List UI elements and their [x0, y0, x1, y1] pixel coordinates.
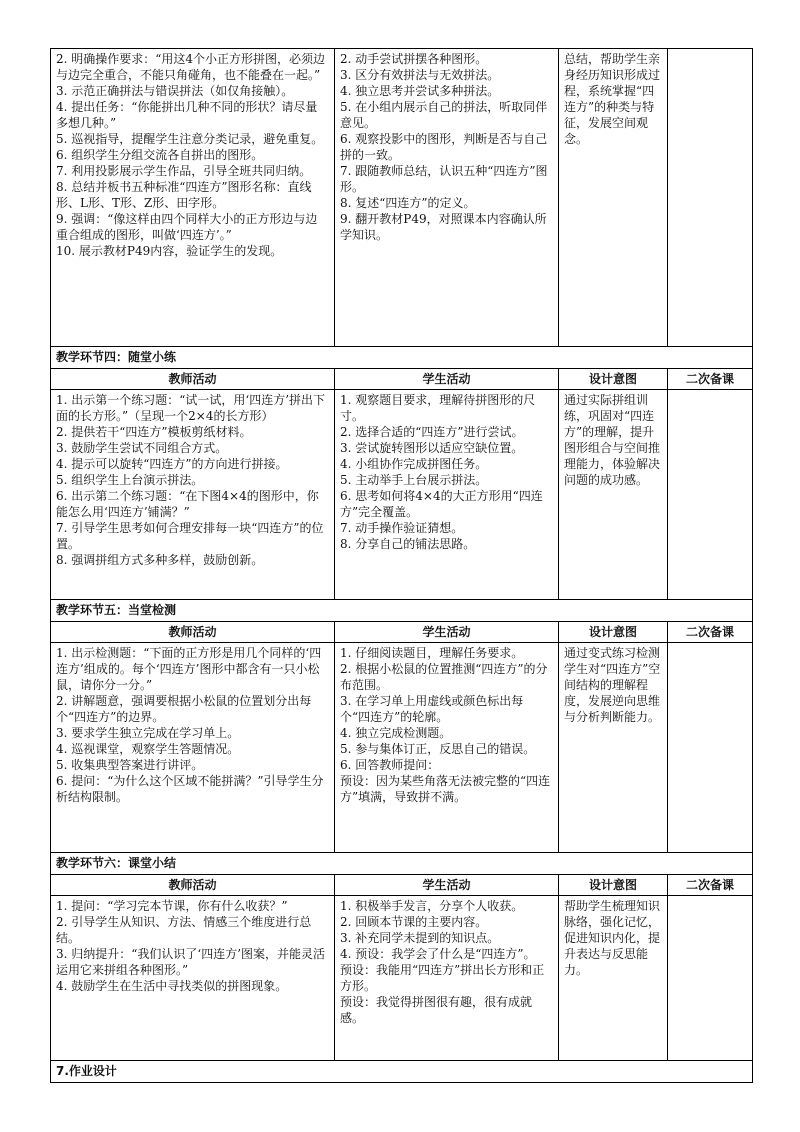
header-teacher: 教师活动	[51, 622, 335, 643]
header-intent: 设计意图	[559, 875, 668, 896]
block6-student-line: 3. 补充同学未提到的知识点。	[340, 931, 500, 945]
header-second: 二次备课	[668, 875, 753, 896]
header-second: 二次备课	[668, 622, 753, 643]
block4-teacher-line: 8. 强调拼组方式多种多样，鼓励创新。	[56, 553, 264, 567]
block4-teacher-line: 7. 引导学生思考如何合理安排每一块“四连方”的位置。	[56, 521, 324, 551]
block3-student-line: 6. 观察投影中的图形，判断是否与自己拼的一致。	[340, 132, 548, 162]
block6-student-line: 2. 回顾本节课的主要内容。	[340, 915, 488, 929]
block3-teacher-line: 7. 利用投影展示学生作品，引导全班共同归纳。	[56, 164, 312, 178]
block4-intent-cell: 通过实际拼组训练，巩固对“四连方”的理解，提升图形组合与空间推理能力，体验解决问题的成功感。	[559, 390, 668, 600]
block5-student-line: 1. 仔细阅读题目，理解任务要求。	[340, 646, 524, 660]
block6-teacher-line: 1. 提问：“学习完本节课，你有什么收获？”	[56, 899, 288, 913]
header-student: 学生活动	[335, 369, 559, 390]
section-title: 教学环节四：随堂小练	[51, 347, 753, 369]
block5-student-line: 5. 参与集体订正，反思自己的错误。	[340, 742, 536, 756]
header-intent: 设计意图	[559, 622, 668, 643]
block3-student-line: 5. 在小组内展示自己的拼法，听取同伴意见。	[340, 100, 548, 130]
block5-row	[51, 643, 753, 853]
block4-student-cell	[335, 390, 559, 600]
block6-student-line: 预设：我觉得拼图很有趣，很有成就感。	[340, 995, 533, 1025]
homework-title: 7.作业设计	[51, 1061, 753, 1083]
block5-student-line: 2. 根据小松鼠的位置推测“四连方”的分布范围。	[340, 662, 548, 692]
block3-row	[51, 49, 753, 347]
block5-second-cell	[668, 643, 753, 853]
block6-student-line: 1. 积极举手发言，分享个人收获。	[340, 899, 524, 913]
block4-teacher-line: 4. 提示可以旋转“四连方”的方向进行拼接。	[56, 457, 288, 471]
block4-header-row	[51, 369, 753, 390]
block3-student-line: 4. 独立思考并尝试多种拼法。	[340, 84, 500, 98]
block4-title-row	[51, 347, 753, 369]
block3-teacher-line: 9. 强调：“像这样由四个同样大小的正方形边与边重合组成的图形，叫做‘四连方’。”	[56, 212, 318, 242]
block4-student-line: 2. 选择合适的“四连方”进行尝试。	[340, 425, 524, 439]
homework-title-row	[51, 1061, 753, 1083]
block4-student-line: 6. 思考如何将4×4的大正方形用“四连方”完全覆盖。	[340, 489, 543, 519]
header-student: 学生活动	[335, 875, 559, 896]
block3-teacher-line: 10. 展示教材P49内容，验证学生的发现。	[56, 244, 283, 258]
block4-teacher-line: 3. 鼓励学生尝试不同组合方式。	[56, 441, 228, 455]
block3-teacher-line: 4. 提出任务：“你能拼出几种不同的形状？请尽量多想几种。”	[56, 100, 318, 130]
block3-teacher-line: 3. 示范正确拼法与错误拼法（如仅角接触）。	[56, 84, 294, 98]
block3-student-line: 7. 跟随教师总结，认识五种“四连方”图形。	[340, 164, 548, 194]
header-intent: 设计意图	[559, 369, 668, 390]
block3-student-line: 8. 复述“四连方”的定义。	[340, 196, 476, 210]
block3-teacher-line: 6. 组织学生分组交流各自拼出的图形。	[56, 148, 264, 162]
block4-teacher-cell	[51, 390, 335, 600]
block6-student-line: 4. 预设：我学会了什么是“四连方”。	[340, 947, 536, 961]
block6-teacher-line: 2. 引导学生从知识、方法、情感三个维度进行总结。	[56, 915, 312, 945]
block5-student-cell	[335, 643, 559, 853]
block4-teacher-line: 2. 提供若干“四连方”模板剪纸材料。	[56, 425, 252, 439]
block5-student-line: 3. 在学习单上用虚线或颜色标出每个“四连方”的轮廓。	[340, 694, 524, 724]
block3-teacher-line: 8. 总结并板书五种标准“四连方”图形名称：直线形、L形、T形、Z形、田字形。	[56, 180, 312, 210]
block5-teacher-line: 1. 出示检测题：“下面的正方形是用几个同样的‘四连方’组成的。每个‘四连方’图形中都含有一只小松鼠，请你分一分。”	[56, 646, 322, 692]
section-title: 教学环节五：当堂检测	[51, 600, 753, 622]
block4-row	[51, 390, 753, 600]
block6-student-line: 预设：我能用“四连方”拼出长方形和正方形。	[340, 963, 545, 993]
block5-teacher-cell	[51, 643, 335, 853]
block5-teacher-line: 2. 讲解题意，强调要根据小松鼠的位置划分出每个“四连方”的边界。	[56, 694, 312, 724]
block5-teacher-line: 4. 巡视课堂，观察学生答题情况。	[56, 742, 240, 756]
block4-student-line: 4. 小组协作完成拼图任务。	[340, 457, 488, 471]
section-title: 教学环节六：课堂小结	[51, 853, 753, 875]
block6-title-row	[51, 853, 753, 875]
block3-student-line: 3. 区分有效拼法与无效拼法。	[340, 68, 500, 82]
block3-intent-cell: 总结，帮助学生亲身经历知识形成过程，系统掌握“四连方”的种类与特征，发展空间观念。	[559, 49, 668, 347]
block3-teacher-line: 2. 明确操作要求：“用这4个小正方形拼图，必须边与边完全重合，不能只角碰角，也不能叠在一起。”	[56, 52, 326, 82]
block6-row	[51, 896, 753, 1061]
block3-teacher-cell	[51, 49, 335, 347]
block5-teacher-line: 3. 要求学生独立完成在学习单上。	[56, 726, 240, 740]
lesson-plan-table	[50, 48, 753, 1083]
block6-student-cell	[335, 896, 559, 1061]
block6-teacher-cell	[51, 896, 335, 1061]
block4-teacher-line: 6. 出示第二个练习题：“在下图4×4的图形中，你能怎么用‘四连方’铺满？”	[56, 489, 319, 519]
block5-teacher-line: 5. 收集典型答案进行讲评。	[56, 758, 204, 772]
block6-header-row	[51, 875, 753, 896]
header-second: 二次备课	[668, 369, 753, 390]
block3-second-cell	[668, 49, 753, 347]
header-student: 学生活动	[335, 622, 559, 643]
block3-student-line: 9. 翻开教材P49，对照课本内容确认所学知识。	[340, 212, 547, 242]
block5-teacher-line: 6. 提问：“为什么这个区域不能拼满？”引导学生分析结构限制。	[56, 774, 324, 804]
block3-student-line: 2. 动手尝试拼摆各种图形。	[340, 52, 488, 66]
block4-student-line: 8. 分享自己的铺法思路。	[340, 537, 476, 551]
block5-header-row	[51, 622, 753, 643]
block4-student-line: 3. 尝试旋转图形以适应空缺位置。	[340, 441, 524, 455]
header-teacher: 教师活动	[51, 875, 335, 896]
block5-student-line: 6. 回答教师提问：	[340, 758, 440, 772]
block4-teacher-line: 1. 出示第一个练习题：“试一试，用‘四连方’拼出下面的长方形。”（呈现一个2×4的长方形）	[56, 393, 326, 423]
block6-teacher-line: 4. 鼓励学生在生活中寻找类似的拼图现象。	[56, 979, 288, 993]
block4-teacher-line: 5. 组织学生上台演示拼法。	[56, 473, 204, 487]
header-teacher: 教师活动	[51, 369, 335, 390]
block4-student-line: 5. 主动举手上台展示拼法。	[340, 473, 488, 487]
block4-student-line: 7. 动手操作验证猜想。	[340, 521, 464, 535]
block5-student-line: 预设：因为某些角落无法被完整的“四连方”填满，导致拼不满。	[340, 774, 551, 804]
block3-student-cell	[335, 49, 559, 347]
block6-second-cell	[668, 896, 753, 1061]
block3-teacher-line: 5. 巡视指导，提醒学生注意分类记录，避免重复。	[56, 132, 324, 146]
block4-student-line: 1. 观察题目要求，理解待拼图形的尺寸。	[340, 393, 536, 423]
block6-intent-cell: 帮助学生梳理知识脉络，强化记忆，促进知识内化，提升表达与反思能力。	[559, 896, 668, 1061]
block5-title-row	[51, 600, 753, 622]
block5-student-line: 4. 独立完成检测题。	[340, 726, 452, 740]
block6-teacher-line: 3. 归纳提升：“我们认识了‘四连方’图案，并能灵活运用它来拼组各种图形。”	[56, 947, 326, 977]
block5-intent-cell: 通过变式练习检测学生对“四连方”空间结构的理解程度，发展逆向思维与分析判断能力。	[559, 643, 668, 853]
block4-second-cell	[668, 390, 753, 600]
